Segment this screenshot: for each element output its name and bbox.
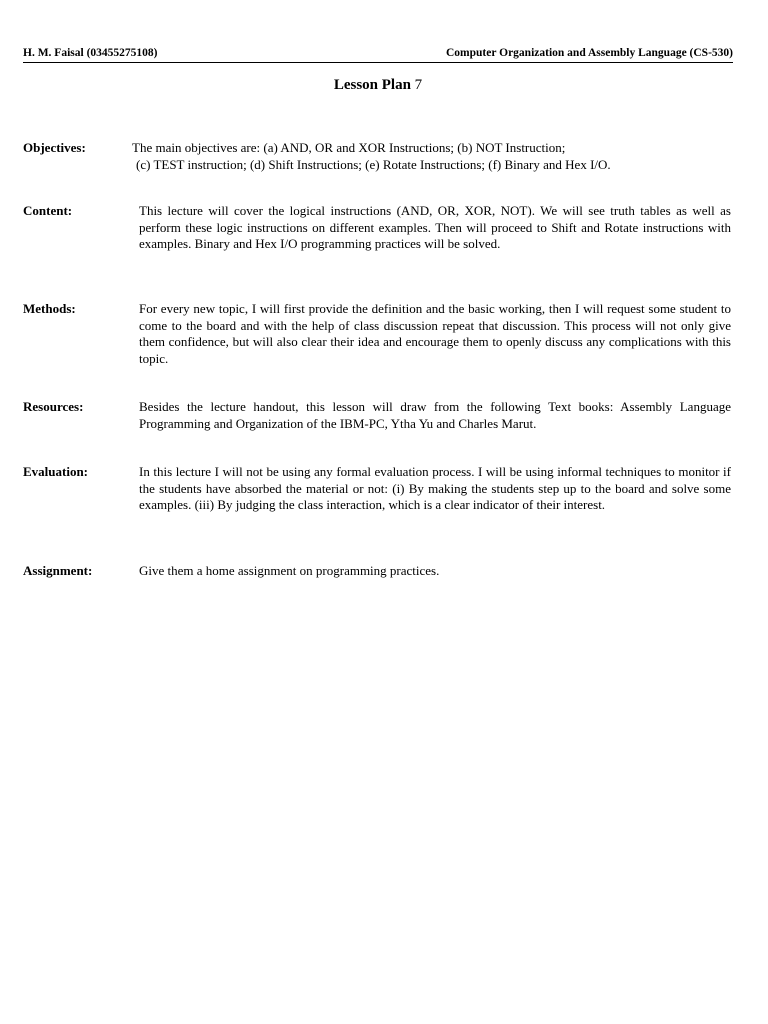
assignment-label: Assignment: — [23, 563, 93, 578]
page-header — [23, 46, 733, 63]
objectives-line-1: The main objectives are: (a) AND, OR and XOR Instructions; (b) NOT Instruction; — [132, 140, 566, 155]
header-course: Computer Organization and Assembly Language (CS-530) — [446, 47, 733, 59]
objectives-line-2: (c) TEST instruction; (d) Shift Instructions; (e) Rotate Instructions; (f) Binary and Hex I/O. — [136, 157, 611, 172]
page-title — [0, 77, 756, 94]
title-prefix: Lesson Plan — [333, 77, 411, 93]
objectives-label: Objectives: — [23, 140, 86, 155]
title-number: 7 — [414, 77, 423, 93]
content-label: Content: — [23, 203, 73, 218]
assignment-text: Give them a home assignment on programming practices. — [139, 563, 440, 578]
content-text: This lecture will cover the logical instructions (AND, OR, XOR, NOT). We will see truth tables as well as perform these logic instructions on different examples. Then will proceed to Shift and Rotate instructions with examples. Binary and Hex I/O programming practices will be solved. — [139, 203, 731, 251]
resources-text: Besides the lecture handout, this lesson will draw from the following Text books: Assembly Language Programming and Organization of the IBM-PC, Ytha Yu and Charles Marut. — [139, 399, 731, 431]
evaluation-text: In this lecture I will not be using any formal evaluation process. I will be using informal techniques to monitor if the students have absorbed the material or not: (i) By making the students step up to the board and solve some examples. (iii) By judging the class interaction, which is a clear indicator of their interest. — [139, 464, 731, 512]
header-author: H. M. Faisal (03455275108) — [23, 47, 158, 59]
methods-text: For every new topic, I will first provide the definition and the basic working, then I will request some student to come to the board and with the help of class discussion repeat that discussion. This process will not only give them confidence, but will also clear their idea and encourage them to openly discuss any complications with this topic. — [139, 301, 731, 366]
evaluation-label: Evaluation: — [23, 464, 89, 479]
methods-label: Methods: — [23, 301, 76, 316]
resources-label: Resources: — [23, 399, 84, 414]
